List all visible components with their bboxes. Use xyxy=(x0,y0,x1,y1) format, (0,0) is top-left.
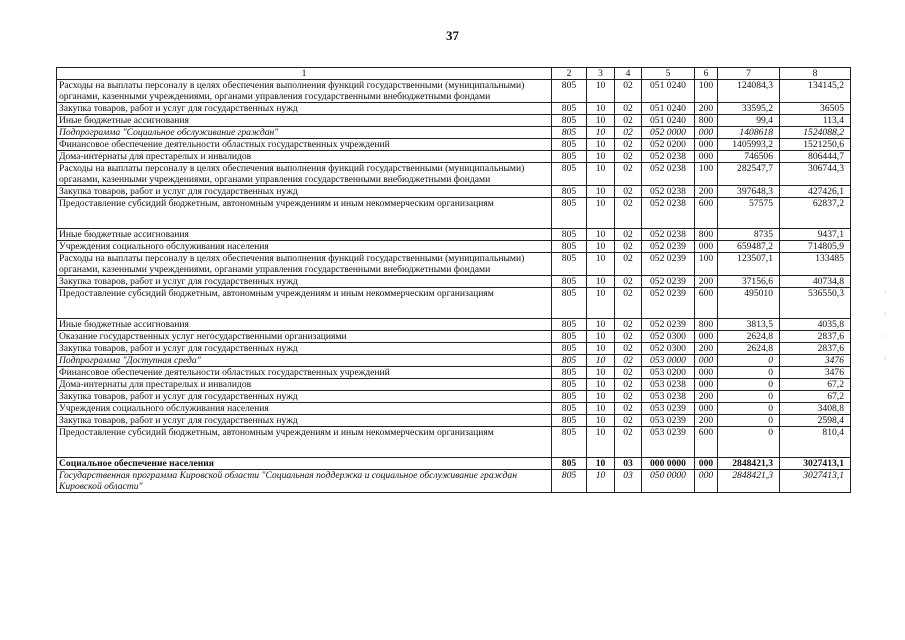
row-label: Финансовое обеспечение деятельности областных государственных учреждений xyxy=(57,367,552,379)
cell-c4: 02 xyxy=(615,288,642,319)
row-label: Закупка товаров, работ и услуг для государственных нужд xyxy=(57,391,552,403)
cell-c8: 3476 xyxy=(780,367,851,379)
cell-c3: 10 xyxy=(587,163,615,186)
cell-c7: 3813,5 xyxy=(718,319,780,331)
cell-c3: 10 xyxy=(587,403,615,415)
cell-c8: 40734,8 xyxy=(780,276,851,288)
table-row xyxy=(57,415,851,427)
cell-c2: 805 xyxy=(552,470,587,493)
cell-c2: 805 xyxy=(552,403,587,415)
cell-c3: 10 xyxy=(587,241,615,253)
row-label: Социальное обеспечение населения xyxy=(57,458,552,470)
cell-c3: 10 xyxy=(587,367,615,379)
cell-c6: 000 xyxy=(695,458,718,470)
cell-c7: 1408618 xyxy=(718,127,780,139)
cell-c4: 02 xyxy=(615,186,642,198)
cell-c3: 10 xyxy=(587,379,615,391)
cell-c3: 10 xyxy=(587,458,615,470)
row-label: Закупка товаров, работ и услуг для государственных нужд xyxy=(57,415,552,427)
cell-c5: 052 0239 xyxy=(642,319,695,331)
cell-c2: 805 xyxy=(552,379,587,391)
cell-c5: 052 0239 xyxy=(642,253,695,276)
table-row xyxy=(57,253,851,276)
cell-c8: 806444,7 xyxy=(780,151,851,163)
cell-c7: 0 xyxy=(718,427,780,458)
cell-c5: 053 0239 xyxy=(642,427,695,458)
cell-c2: 805 xyxy=(552,186,587,198)
table-row xyxy=(57,198,851,229)
cell-c2: 805 xyxy=(552,415,587,427)
cell-c5: 053 0238 xyxy=(642,391,695,403)
budget-table xyxy=(56,67,851,493)
cell-c4: 02 xyxy=(615,139,642,151)
cell-c8: 67,2 xyxy=(780,391,851,403)
cell-c7: 659487,2 xyxy=(718,241,780,253)
cell-c7: 397648,3 xyxy=(718,186,780,198)
cell-c4: 02 xyxy=(615,198,642,229)
cell-c6: 200 xyxy=(695,276,718,288)
cell-c7: 282547,7 xyxy=(718,163,780,186)
cell-c3: 10 xyxy=(587,103,615,115)
table-row xyxy=(57,139,851,151)
cell-c3: 10 xyxy=(587,276,615,288)
cell-c4: 02 xyxy=(615,151,642,163)
cell-c7: 99,4 xyxy=(718,115,780,127)
cell-c4: 02 xyxy=(615,241,642,253)
row-label: Предоставление субсидий бюджетным, автономным учреждениям и иным некоммерческим организациям xyxy=(57,288,552,319)
cell-c6: 200 xyxy=(695,415,718,427)
cell-c4: 02 xyxy=(615,103,642,115)
cell-c8: 1521250,6 xyxy=(780,139,851,151)
row-label: Иные бюджетные ассигнования xyxy=(57,229,552,241)
cell-c7: 57575 xyxy=(718,198,780,229)
cell-c8: 36505 xyxy=(780,103,851,115)
table-row xyxy=(57,115,851,127)
cell-c4: 02 xyxy=(615,427,642,458)
row-label: Оказание государственных услуг негосударственными организациями xyxy=(57,331,552,343)
table-row xyxy=(57,427,851,458)
cell-c7: 0 xyxy=(718,391,780,403)
header-cell: 5 xyxy=(642,68,695,80)
cell-c2: 805 xyxy=(552,115,587,127)
table-row xyxy=(57,470,851,493)
table-row xyxy=(57,391,851,403)
cell-c8: 133485 xyxy=(780,253,851,276)
row-label: Закупка товаров, работ и услуг для государственных нужд xyxy=(57,343,552,355)
cell-c8: 4035,8 xyxy=(780,319,851,331)
cell-c8: 9437,1 xyxy=(780,229,851,241)
cell-c3: 10 xyxy=(587,186,615,198)
cell-c3: 10 xyxy=(587,253,615,276)
cell-c6: 000 xyxy=(695,355,718,367)
cell-c4: 02 xyxy=(615,115,642,127)
cell-c4: 02 xyxy=(615,391,642,403)
cell-c4: 02 xyxy=(615,415,642,427)
cell-c8: 2837,6 xyxy=(780,331,851,343)
cell-c2: 805 xyxy=(552,367,587,379)
cell-c8: 3408,8 xyxy=(780,403,851,415)
cell-c6: 800 xyxy=(695,229,718,241)
table-row xyxy=(57,379,851,391)
cell-c2: 805 xyxy=(552,391,587,403)
table-row xyxy=(57,319,851,331)
cell-c7: 495010 xyxy=(718,288,780,319)
cell-c8: 2837,6 xyxy=(780,343,851,355)
row-label: Предоставление субсидий бюджетным, автономным учреждениям и иным некоммерческим организациям xyxy=(57,198,552,229)
cell-c2: 805 xyxy=(552,151,587,163)
row-label: Расходы на выплаты персоналу в целях обеспечения выполнения функций государственными (муниципальными) органами, казенными учреждениями, органами управления государственными внебюджетными фондами xyxy=(57,253,552,276)
cell-c7: 2624,8 xyxy=(718,343,780,355)
table-row xyxy=(57,288,851,319)
cell-c5: 053 0238 xyxy=(642,379,695,391)
cell-c4: 02 xyxy=(615,319,642,331)
cell-c7: 33595,2 xyxy=(718,103,780,115)
row-label: Финансовое обеспечение деятельности областных государственных учреждений xyxy=(57,139,552,151)
cell-c7: 0 xyxy=(718,367,780,379)
cell-c6: 800 xyxy=(695,115,718,127)
cell-c8: 1524088,2 xyxy=(780,127,851,139)
cell-c4: 02 xyxy=(615,367,642,379)
cell-c8: 113,4 xyxy=(780,115,851,127)
cell-c8: 62837,2 xyxy=(780,198,851,229)
cell-c4: 02 xyxy=(615,163,642,186)
cell-c6: 200 xyxy=(695,343,718,355)
cell-c6: 200 xyxy=(695,391,718,403)
cell-c6: 100 xyxy=(695,80,718,103)
table-row xyxy=(57,403,851,415)
cell-c8: 714805,9 xyxy=(780,241,851,253)
cell-c5: 052 0238 xyxy=(642,151,695,163)
cell-c5: 051 0240 xyxy=(642,115,695,127)
row-label: Закупка товаров, работ и услуг для государственных нужд xyxy=(57,276,552,288)
header-cell: 2 xyxy=(552,68,587,80)
cell-c6: 600 xyxy=(695,288,718,319)
row-label: Расходы на выплаты персоналу в целях обеспечения выполнения функций государственными (муниципальными) органами, казенными учреждениями, органами управления государственными внебюджетными фондами xyxy=(57,163,552,186)
row-label: Расходы на выплаты персоналу в целях обеспечения выполнения функций государственными (муниципальными) органами, казенными учреждениями, органами управления государственными внебюджетными фондами xyxy=(57,80,552,103)
cell-c3: 10 xyxy=(587,151,615,163)
cell-c5: 050 0000 xyxy=(642,470,695,493)
cell-c6: 000 xyxy=(695,139,718,151)
cell-c6: 100 xyxy=(695,163,718,186)
cell-c6: 600 xyxy=(695,427,718,458)
cell-c3: 10 xyxy=(587,355,615,367)
cell-c2: 805 xyxy=(552,80,587,103)
cell-c2: 805 xyxy=(552,229,587,241)
cell-c2: 805 xyxy=(552,319,587,331)
cell-c6: 000 xyxy=(695,127,718,139)
cell-c5: 052 0238 xyxy=(642,163,695,186)
table-row xyxy=(57,151,851,163)
cell-c2: 805 xyxy=(552,241,587,253)
cell-c8: 810,4 xyxy=(780,427,851,458)
cell-c8: 67,2 xyxy=(780,379,851,391)
table-row xyxy=(57,276,851,288)
cell-c8: 427426,1 xyxy=(780,186,851,198)
row-label: Иные бюджетные ассигнования xyxy=(57,319,552,331)
header-cell: 4 xyxy=(615,68,642,80)
cell-c3: 10 xyxy=(587,139,615,151)
row-label: Учреждения социального обслуживания населения xyxy=(57,403,552,415)
cell-c5: 051 0240 xyxy=(642,80,695,103)
cell-c7: 0 xyxy=(718,355,780,367)
table-row xyxy=(57,186,851,198)
cell-c7: 37156,6 xyxy=(718,276,780,288)
cell-c3: 10 xyxy=(587,229,615,241)
cell-c3: 10 xyxy=(587,391,615,403)
cell-c8: 3476 xyxy=(780,355,851,367)
cell-c6: 000 xyxy=(695,403,718,415)
cell-c2: 805 xyxy=(552,198,587,229)
cell-c4: 02 xyxy=(615,403,642,415)
cell-c2: 805 xyxy=(552,331,587,343)
cell-c7: 123507,1 xyxy=(718,253,780,276)
cell-c8: 536550,3 xyxy=(780,288,851,319)
cell-c2: 805 xyxy=(552,103,587,115)
cell-c6: 200 xyxy=(695,186,718,198)
cell-c8: 306744,3 xyxy=(780,163,851,186)
table-row xyxy=(57,229,851,241)
header-cell: 3 xyxy=(587,68,615,80)
cell-c7: 2624,8 xyxy=(718,331,780,343)
row-label: Закупка товаров, работ и услуг для государственных нужд xyxy=(57,103,552,115)
cell-c5: 053 0000 xyxy=(642,355,695,367)
cell-c5: 052 0238 xyxy=(642,198,695,229)
table-row xyxy=(57,241,851,253)
row-label: Закупка товаров, работ и услуг для государственных нужд xyxy=(57,186,552,198)
cell-c6: 000 xyxy=(695,379,718,391)
cell-c7: 1405993,2 xyxy=(718,139,780,151)
cell-c6: 200 xyxy=(695,103,718,115)
cell-c7: 2848421,3 xyxy=(718,458,780,470)
cell-c2: 805 xyxy=(552,343,587,355)
cell-c3: 10 xyxy=(587,470,615,493)
cell-c4: 02 xyxy=(615,379,642,391)
row-label: Дома-интернаты для престарелых и инвалидов xyxy=(57,379,552,391)
cell-c7: 746506 xyxy=(718,151,780,163)
cell-c5: 051 0240 xyxy=(642,103,695,115)
cell-c3: 10 xyxy=(587,427,615,458)
cell-c4: 02 xyxy=(615,343,642,355)
cell-c4: 02 xyxy=(615,127,642,139)
cell-c2: 805 xyxy=(552,427,587,458)
row-label: Дома-интернаты для престарелых и инвалидов xyxy=(57,151,552,163)
cell-c6: 100 xyxy=(695,253,718,276)
cell-c4: 03 xyxy=(615,470,642,493)
cell-c4: 03 xyxy=(615,458,642,470)
table-row xyxy=(57,127,851,139)
row-label: Предоставление субсидий бюджетным, автономным учреждениям и иным некоммерческим организациям xyxy=(57,427,552,458)
cell-c7: 124084,3 xyxy=(718,80,780,103)
cell-c3: 10 xyxy=(587,331,615,343)
cell-c5: 052 0238 xyxy=(642,186,695,198)
row-label: Иные бюджетные ассигнования xyxy=(57,115,552,127)
cell-c2: 805 xyxy=(552,127,587,139)
cell-c6: 800 xyxy=(695,319,718,331)
cell-c8: 134145,2 xyxy=(780,80,851,103)
cell-c3: 10 xyxy=(587,115,615,127)
cell-c6: 000 xyxy=(695,331,718,343)
header-cell: 6 xyxy=(695,68,718,80)
cell-c3: 10 xyxy=(587,80,615,103)
cell-c2: 805 xyxy=(552,288,587,319)
cell-c2: 805 xyxy=(552,253,587,276)
cell-c4: 02 xyxy=(615,331,642,343)
cell-c7: 0 xyxy=(718,403,780,415)
cell-c2: 805 xyxy=(552,139,587,151)
row-label: Подпрограмма "Доступная среда" xyxy=(57,355,552,367)
margin-marks: · · · · xyxy=(884,288,887,363)
cell-c5: 000 0000 xyxy=(642,458,695,470)
header-cell: 7 xyxy=(718,68,780,80)
cell-c5: 052 0300 xyxy=(642,331,695,343)
cell-c5: 052 0000 xyxy=(642,127,695,139)
cell-c5: 052 0239 xyxy=(642,241,695,253)
table-row xyxy=(57,103,851,115)
header-cell: 8 xyxy=(780,68,851,80)
header-row xyxy=(57,68,851,80)
cell-c5: 052 0300 xyxy=(642,343,695,355)
cell-c3: 10 xyxy=(587,288,615,319)
cell-c7: 0 xyxy=(718,379,780,391)
cell-c3: 10 xyxy=(587,343,615,355)
row-label: Учреждения социального обслуживания населения xyxy=(57,241,552,253)
cell-c3: 10 xyxy=(587,198,615,229)
table-row xyxy=(57,80,851,103)
cell-c2: 805 xyxy=(552,355,587,367)
cell-c3: 10 xyxy=(587,415,615,427)
cell-c5: 053 0200 xyxy=(642,367,695,379)
cell-c2: 805 xyxy=(552,163,587,186)
cell-c2: 805 xyxy=(552,276,587,288)
cell-c6: 000 xyxy=(695,470,718,493)
cell-c4: 02 xyxy=(615,253,642,276)
row-label: Подпрограмма "Социальное обслуживание граждан" xyxy=(57,127,552,139)
table-row xyxy=(57,343,851,355)
cell-c3: 10 xyxy=(587,127,615,139)
cell-c6: 000 xyxy=(695,241,718,253)
row-label: Государственная программа Кировской области "Социальная поддержка и социальное обслуживание граждан Кировской области" xyxy=(57,470,552,493)
cell-c4: 02 xyxy=(615,276,642,288)
cell-c8: 2598,4 xyxy=(780,415,851,427)
cell-c3: 10 xyxy=(587,319,615,331)
page-number: 37 xyxy=(446,28,459,43)
cell-c7: 2848421,3 xyxy=(718,470,780,493)
cell-c6: 000 xyxy=(695,367,718,379)
cell-c4: 02 xyxy=(615,80,642,103)
cell-c7: 8735 xyxy=(718,229,780,241)
table-row xyxy=(57,367,851,379)
table-row xyxy=(57,331,851,343)
table-row xyxy=(57,355,851,367)
table-row xyxy=(57,458,851,470)
cell-c6: 000 xyxy=(695,151,718,163)
cell-c4: 02 xyxy=(615,355,642,367)
cell-c5: 053 0239 xyxy=(642,403,695,415)
cell-c5: 052 0238 xyxy=(642,229,695,241)
cell-c4: 02 xyxy=(615,229,642,241)
cell-c2: 805 xyxy=(552,458,587,470)
cell-c5: 052 0239 xyxy=(642,276,695,288)
cell-c8: 3027413,1 xyxy=(780,458,851,470)
table-row xyxy=(57,163,851,186)
cell-c8: 3027413,1 xyxy=(780,470,851,493)
cell-c7: 0 xyxy=(718,415,780,427)
header-cell: 1 xyxy=(57,68,552,80)
cell-c6: 600 xyxy=(695,198,718,229)
cell-c5: 053 0239 xyxy=(642,415,695,427)
cell-c5: 052 0200 xyxy=(642,139,695,151)
cell-c5: 052 0239 xyxy=(642,288,695,319)
